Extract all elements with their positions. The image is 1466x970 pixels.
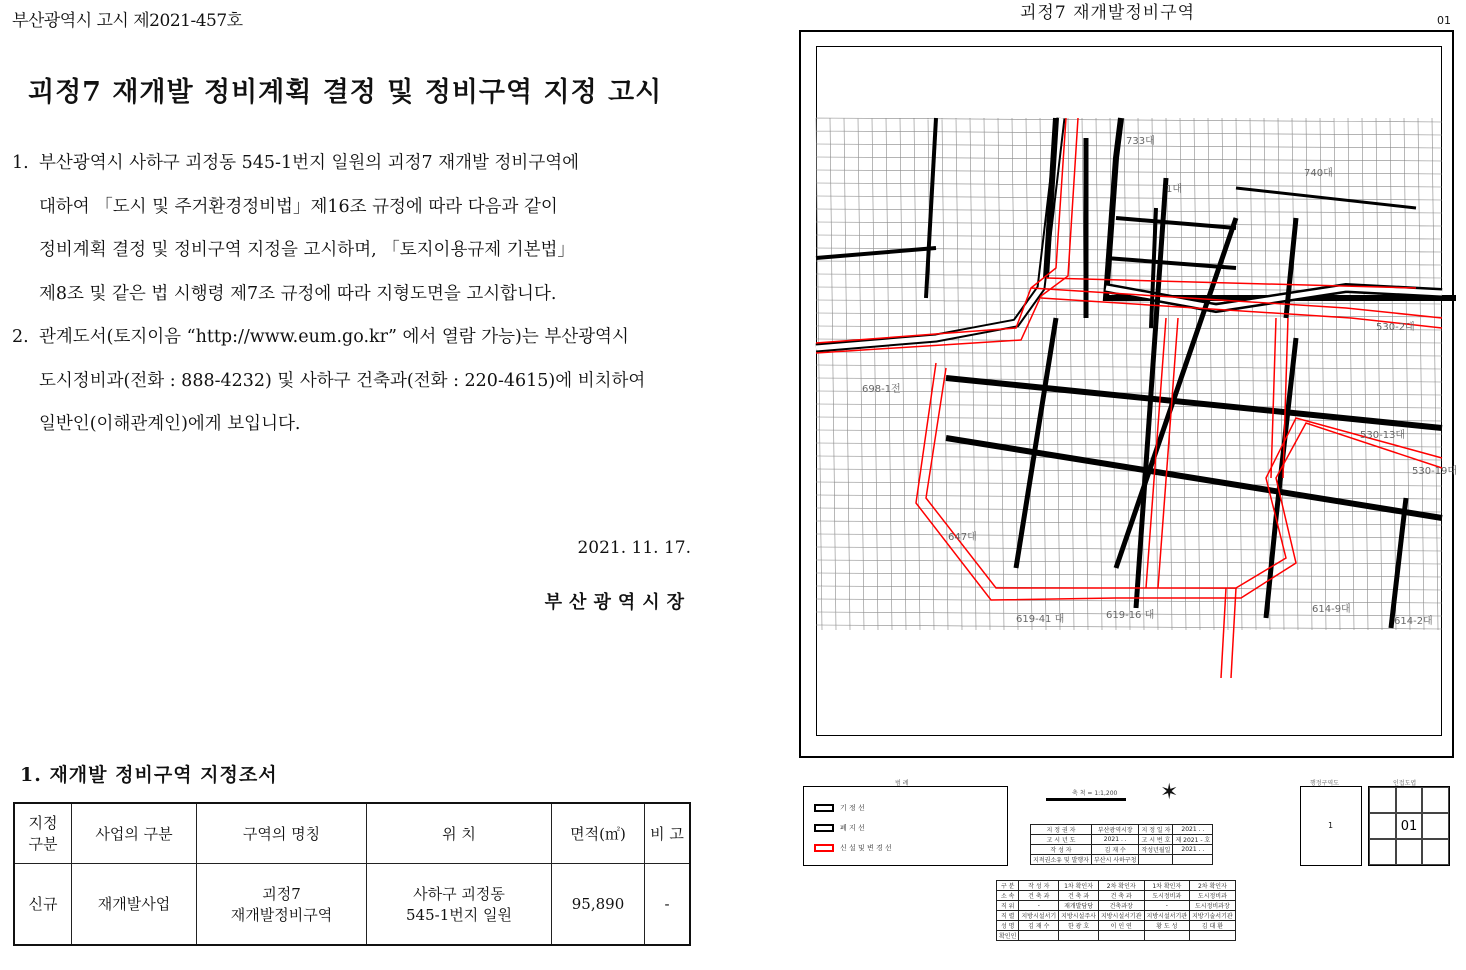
scale-bar [1046,798,1126,801]
map-label: 740대 [1304,168,1333,179]
item-number: 1. [12,153,29,173]
table-cell: 2차 확인자 [1098,881,1144,891]
table-cell: 고 시 번 호 [1139,835,1173,845]
table-row [14,863,690,945]
item-line: 관계도서(토지이음 “http://www.eum.go.kr” 에서 열람 가능)는 부산광역시 [39,327,629,347]
table-cell: 지방기술서기관 [1190,911,1236,921]
sheet-index-value: 1 [1328,821,1334,830]
table-cell: 도시정비과장 [1190,901,1236,911]
scale-text: 축 척 = 1:1,200 [1072,790,1118,797]
table-cell: 지방시설주사 [1059,911,1099,921]
legend-item-abolished [814,823,865,833]
legend-item-existing [814,803,865,813]
table-cell: 직 위 [997,901,1019,911]
parcel-grid [816,118,1442,630]
info-table [1030,824,1213,865]
table-cell: 성 명 [997,921,1019,931]
sheet-index-title: 행정구역도 [1310,780,1339,787]
table-cell: 2021 . . [1091,835,1138,845]
table-row [997,911,1236,921]
grid-title: 인접도엽 [1393,780,1417,787]
map-label: 1대 [1166,184,1183,195]
grid-cell [1422,787,1449,813]
table-cell: 1차 확인자 [1059,881,1099,891]
table-cell: 지방시설서기 [1019,911,1059,921]
table-cell: 건 축 과 [1059,891,1099,901]
item-line: 제8조 및 같은 법 시행령 제7조 규정에 따라 지형도면을 고시합니다. [39,283,557,304]
table-cell: 이 인 연 [1098,921,1144,931]
map-label: 530-19대 [1412,466,1458,477]
grid-cell [1396,839,1423,865]
table-cell: 작 성 자 [1019,881,1059,891]
grid-cell [1369,787,1396,813]
notice-number: 부산광역시 고시 제2021-457호 [12,11,243,31]
table-cell: 김 대 환 [1190,921,1236,931]
approval-table [996,880,1236,941]
table-row [997,901,1236,911]
parcel-lines [816,118,1442,630]
table-cell: 구 분 [997,881,1019,891]
table-cell: 한 광 호 [1059,921,1099,931]
table-header: 위 치 [367,803,552,863]
table-header: 면적(㎡) [552,803,645,863]
table-cell: 재개발사업 [72,863,197,945]
designation-table [13,802,691,946]
legend-swatch [814,824,834,832]
notice-signer: 부산광역시장 [544,592,691,613]
table-row [997,921,1236,931]
legend-swatch [814,804,834,812]
item-line: 대하여 「도시 및 주거환경정비법」제16조 규정에 따라 다음과 같이 [39,196,558,217]
table-cell: 괴정7 재개발정비구역 [197,863,367,945]
table-cell: 지방시설서기관 [1098,911,1144,921]
table-cell: 부산시 사하구청 [1091,855,1138,865]
table-cell: 부산광역시장 [1091,825,1138,835]
legend-title: 범 례 [895,780,909,787]
table-cell: 고 시 년 도 [1031,835,1092,845]
item-number: 2. [12,327,29,347]
table-row [997,891,1236,901]
table-header: 지정 구분 [14,803,72,863]
table-row [1031,845,1213,855]
table-cell: 황 도 성 [1144,921,1190,931]
legend-swatch [814,844,834,852]
table-cell: 1차 확인자 [1144,881,1190,891]
table-cell: 건 축 과 [1098,891,1144,901]
legend-label: 기 정 선 [840,804,865,812]
grid-cell [1422,813,1449,839]
notice-item-2 [12,316,697,447]
grid-cell [1369,813,1396,839]
table-cell: 2차 확인자 [1190,881,1236,891]
table-row [1031,825,1213,835]
table-cell: 신규 [14,863,72,945]
grid-cell [1422,839,1449,865]
table-header: 구역의 명칭 [197,803,367,863]
legend-box [803,786,1008,866]
table-cell: 지 정 일 자 [1139,825,1173,835]
legend-item-new [814,843,892,853]
table-cell: 지 정 권 자 [1031,825,1092,835]
adjacent-sheet-grid [1368,786,1450,866]
table-cell [1144,931,1190,941]
legend-label: 폐 지 선 [840,824,865,832]
table-cell [1059,931,1099,941]
map-label: 614-2대 [1394,616,1433,627]
table-row [1031,855,1213,865]
table-row [997,881,1236,891]
table-row [997,931,1236,941]
table-cell: 제 2021 - 호 [1173,835,1213,845]
table-cell: 직 렬 [997,911,1019,921]
table-row [1031,835,1213,845]
section-heading: 1. 재개발 정비구역 지정조서 [20,764,278,786]
table-cell: 사하구 괴정동 545-1번지 일원 [367,863,552,945]
table-cell: 재개발담당 [1059,901,1099,911]
map-label: 614-9대 [1312,604,1351,615]
table-cell: 95,890 [552,863,645,945]
table-cell: 도시정비과 [1144,891,1190,901]
table-cell [1173,855,1213,865]
map-label: 647대 [948,532,977,543]
item-line: 정비계획 결정 및 정비구역 지정을 고시하며, 「토지이용규제 기본법」 [39,240,575,260]
table-cell: 2021 . . [1173,845,1213,855]
grid-cell-current: 01 [1396,813,1423,839]
table-cell: 김 재 수 [1091,845,1138,855]
notice-item-1 [12,142,697,316]
table-cell [1019,931,1059,941]
legend-label: 신 설 및 변 경 선 [840,844,892,852]
table-cell: 도시정비과 [1190,891,1236,901]
table-cell [1139,855,1173,865]
table-cell: 지적권소유 및 발행자 [1031,855,1092,865]
table-cell [1098,931,1144,941]
table-cell: 확인인 [997,931,1019,941]
notice-title: 괴정7 재개발 정비계획 결정 및 정비구역 지정 고시 [28,77,663,108]
item-line: 도시정비과(전화 : 888-4232) 및 사하구 건축과(전화 : 220-4615)에 비치하여 [39,370,646,391]
item-line: 부산광역시 사하구 괴정동 545-1번지 일원의 괴정7 재개발 정비구역에 [39,153,580,173]
table-cell: 작성년월일 [1139,845,1173,855]
north-arrow-icon: ✶ [1160,780,1179,805]
table-cell: 건 축 과 [1019,891,1059,901]
notice-date: 2021. 11. 17. [577,538,691,558]
sheet-index-box [1300,786,1362,866]
table-cell: - [1144,901,1190,911]
map-title: 괴정7 재개발정비구역 [1020,3,1196,23]
table-cell: 지방시설서기관 [1144,911,1190,921]
map-label: 530-2대 [1376,322,1415,333]
table-cell: 소 속 [997,891,1019,901]
table-cell [1190,931,1236,941]
table-cell: 김 재 수 [1019,921,1059,931]
map-sheet-number: 01 [1437,14,1451,27]
grid-cell [1396,787,1423,813]
table-cell: 작 성 자 [1031,845,1092,855]
table-cell: - [645,863,691,945]
item-line: 일반인(이해관계인)에게 보입니다. [39,414,301,434]
existing-roads [816,118,1456,628]
table-header: 사업의 구분 [72,803,197,863]
grid-cell [1369,839,1396,865]
table-cell: - [1019,901,1059,911]
table-cell: 2021 . . [1173,825,1213,835]
table-header-row [14,803,690,863]
map-label: 530-13대 [1360,430,1406,441]
table-cell: 건축과장 [1098,901,1144,911]
map-label: 698-1전 [862,384,901,395]
zoning-map [816,118,1458,630]
table-header: 비 고 [645,803,691,863]
map-label: 619-41 대 [1016,614,1065,625]
map-label: 619-16 대 [1106,610,1155,621]
map-label: 733대 [1126,136,1155,147]
